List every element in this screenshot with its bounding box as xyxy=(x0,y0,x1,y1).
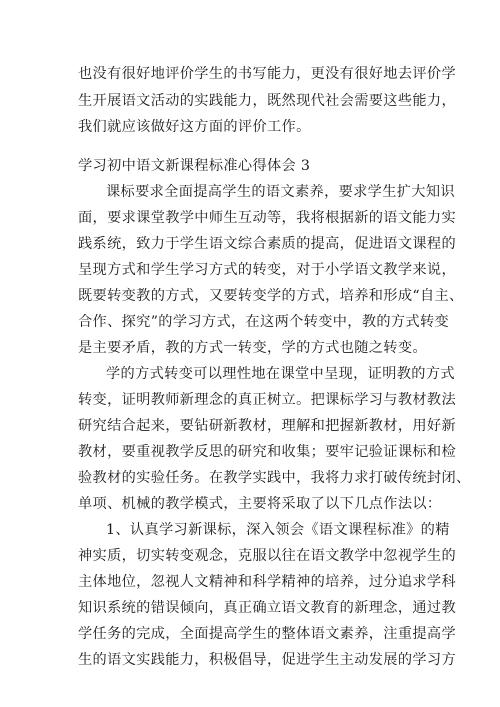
paragraph-line: 知识系统的错误倾向，真正确立语文教育的新理念，通过教 xyxy=(78,600,456,616)
paragraph-line: 研究结合起来，要钻研新教材，理解和把握新教材，用好新 xyxy=(78,418,456,434)
paragraph-line: 是主要矛盾，教的方式一转变，学的方式也随之转变。 xyxy=(78,340,427,356)
intro-line: 我们就应该做好这方面的评价工作。 xyxy=(78,119,311,135)
paragraph-line: 课标要求全面提高学生的语文素养，要求学生扩大知识 xyxy=(106,184,455,200)
paragraph-line: 验教材的实验任务。在教学实践中，我将力求打破传统封闭、 xyxy=(78,470,471,486)
paragraph-line: 生的语文实践能力，积极倡导，促进学生主动发展的学习方 xyxy=(78,652,456,668)
paragraph-line: 转变，证明教师新理念的真正树立。把课标学习与教材教法 xyxy=(78,392,456,408)
intro-line: 也没有很好地评价学生的书写能力，更没有很好地去评价学 xyxy=(78,66,456,82)
intro-line: 生开展语文活动的实践能力，既然现代社会需要这些能力， xyxy=(78,93,456,109)
paragraph-line: 呈现方式和学生学习方式的转变，对于小学语文教学来说， xyxy=(78,262,456,278)
paragraph-line: 神实质，切实转变观念，克服以往在语文教学中忽视学生的 xyxy=(78,548,456,564)
paragraph-line: 学的方式转变可以理性地在课堂中呈现，证明教的方式 xyxy=(106,366,455,382)
paragraph-line: 学任务的完成，全面提高学生的整体语文素养，注重提高学 xyxy=(78,626,456,642)
paragraph-line: 合作、探究”的学习方式，在这两个转变中，教的方式转变 xyxy=(78,314,450,330)
section-title: 学习初中语文新课程标准心得体会 3 xyxy=(78,158,311,174)
paragraph-line: 既要转变教的方式，又要转变学的方式，培养和形成“自主、 xyxy=(78,288,464,304)
paragraph-line: 践系统，致力于学生语文综合素质的提高，促进语文课程的 xyxy=(78,236,456,252)
paragraph-line: 教材，要重视教学反思的研究和收集；要牢记验证课标和检 xyxy=(78,444,456,460)
paragraph-line: 单项、机械的教学模式，主要将采取了以下几点作法以： xyxy=(78,496,442,512)
paragraph-line: 1、认真学习新课标，深入领会《语文课程标准》的精 xyxy=(106,522,450,538)
paragraph-line: 主体地位，忽视人文精神和科学精神的培养，过分追求学科 xyxy=(78,574,456,590)
paragraph-line: 面，要求课堂教学中师生互动等，我将根据新的语文能力实 xyxy=(78,210,456,226)
